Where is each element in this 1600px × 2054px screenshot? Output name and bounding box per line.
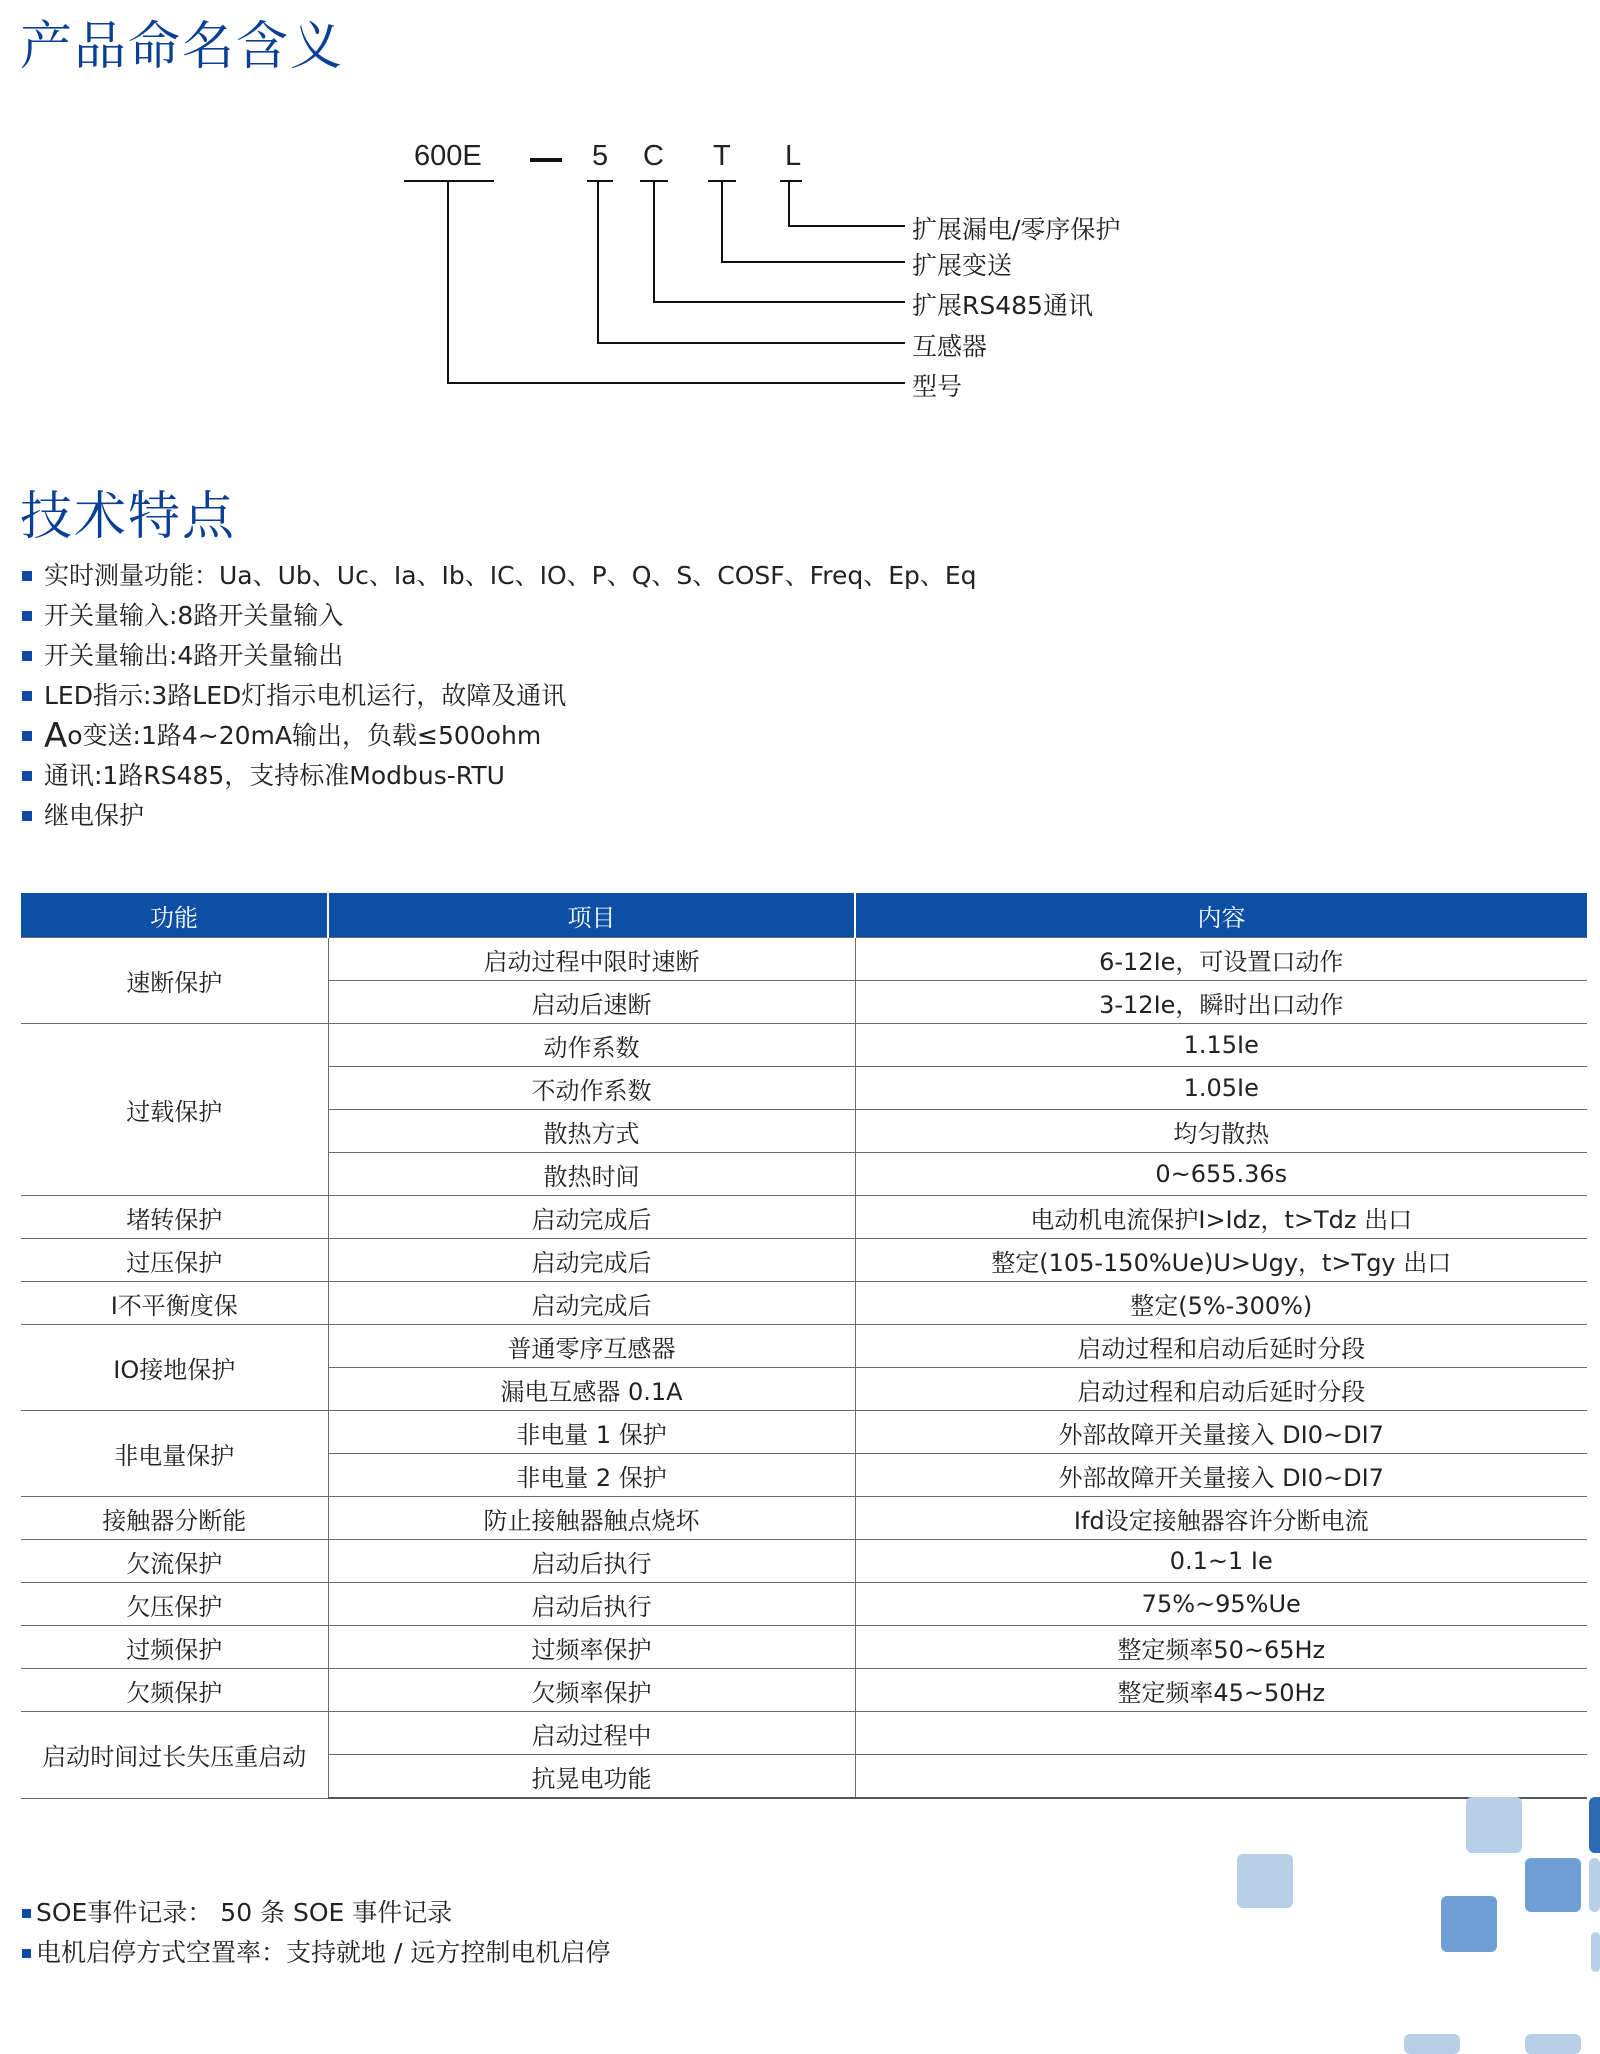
cell-function: 速断保护 — [21, 938, 328, 1024]
cell-item: 漏电互感器 0.1A — [328, 1368, 855, 1411]
cell-content: 外部故障开关量接入 DI0~DI7 — [855, 1454, 1587, 1497]
feature-item — [22, 716, 977, 756]
cell-item: 启动后速断 — [328, 981, 855, 1024]
naming-diagram — [390, 130, 1190, 410]
cell-content: 均匀散热 — [855, 1110, 1587, 1153]
table-row — [21, 1626, 1587, 1669]
feature-item — [22, 676, 977, 716]
cell-function: 欠频保护 — [21, 1669, 328, 1712]
extra-item — [22, 1893, 610, 1933]
cell-function: 过频保护 — [21, 1626, 328, 1669]
extras-list — [22, 1893, 610, 1973]
decorative-square — [1591, 1932, 1600, 1972]
cell-content — [855, 1755, 1587, 1799]
table-row — [21, 1411, 1587, 1454]
cell-function: 过载保护 — [21, 1024, 328, 1196]
header-item: 项目 — [328, 893, 855, 938]
cell-content: 外部故障开关量接入 DI0~DI7 — [855, 1411, 1587, 1454]
cell-item: 启动后执行 — [328, 1540, 855, 1583]
bullet-icon — [22, 731, 32, 741]
cell-content: 电动机电流保护I>Idz，t>Tdz 出口 — [855, 1196, 1587, 1239]
bullet-icon — [22, 651, 32, 661]
code-dash — [530, 158, 562, 162]
decorative-square — [1466, 1797, 1522, 1853]
table-body — [21, 938, 1587, 1799]
code-part-model: 600E — [414, 140, 482, 172]
table-row — [21, 1712, 1587, 1755]
cell-content: 0.1~1 Ie — [855, 1540, 1587, 1583]
cell-item: 启动完成后 — [328, 1196, 855, 1239]
cell-item: 启动完成后 — [328, 1239, 855, 1282]
header-content: 内容 — [855, 893, 1587, 938]
table-row — [21, 1325, 1587, 1368]
label-model: 型号 — [912, 372, 963, 401]
feature-text: 继电保护 — [44, 801, 145, 830]
decorative-square — [1589, 1797, 1600, 1853]
bullet-icon — [22, 771, 32, 781]
feature-item — [22, 636, 977, 676]
cell-item: 非电量 2 保护 — [328, 1454, 855, 1497]
extra-text: 电机启停方式空置率：支持就地 / 远方控制电机启停 — [36, 1938, 611, 1967]
code-part-rs485: C — [643, 140, 664, 172]
table-row — [21, 1497, 1587, 1540]
cell-item: 启动完成后 — [328, 1282, 855, 1325]
cell-function: IO接地保护 — [21, 1325, 328, 1411]
code-part-transmitter: T — [713, 140, 731, 172]
table-row — [21, 1239, 1587, 1282]
protection-table — [21, 893, 1587, 1799]
cell-item: 普通零序互感器 — [328, 1325, 855, 1368]
feature-item — [22, 796, 977, 836]
table-row — [21, 1669, 1587, 1712]
bullet-icon — [22, 1949, 31, 1958]
feature-item — [22, 556, 977, 596]
cell-item: 散热方式 — [328, 1110, 855, 1153]
feature-item — [22, 756, 977, 796]
feature-prefix: A — [44, 716, 68, 756]
cell-content: 启动过程和启动后延时分段 — [855, 1368, 1587, 1411]
header-function: 功能 — [21, 893, 328, 938]
cell-item: 启动后执行 — [328, 1583, 855, 1626]
cell-content: 整定(105-150%Ue)U>Ugy，t>Tgy 出口 — [855, 1239, 1587, 1282]
features-list — [22, 556, 977, 836]
table-row — [21, 1540, 1587, 1583]
cell-content — [855, 1712, 1587, 1755]
feature-text: o变送:1路4~20mA输出，负载≤500ohm — [67, 721, 542, 750]
table-header-row — [21, 893, 1587, 938]
table-row — [21, 1024, 1587, 1067]
cell-item: 不动作系数 — [328, 1067, 855, 1110]
cell-function: 过压保护 — [21, 1239, 328, 1282]
decorative-square — [1525, 2034, 1581, 2054]
cell-item: 启动过程中 — [328, 1712, 855, 1755]
cell-content: 3-12Ie，瞬时出口动作 — [855, 981, 1587, 1024]
feature-text: 通讯:1路RS485，支持标准Modbus-RTU — [44, 761, 505, 790]
decorative-square — [1237, 1854, 1293, 1908]
table-row — [21, 1282, 1587, 1325]
cell-content: 1.05Ie — [855, 1067, 1587, 1110]
feature-text: LED指示:3路LED灯指示电机运行，故障及通讯 — [44, 681, 567, 710]
code-part-leakage: L — [785, 140, 802, 172]
decorative-square — [1525, 1858, 1581, 1912]
label-transmitter: 扩展变送 — [912, 251, 1013, 280]
cell-function: 堵转保护 — [21, 1196, 328, 1239]
table-row — [21, 1583, 1587, 1626]
code-part-transformer: 5 — [592, 140, 609, 172]
decorative-square — [1589, 1858, 1600, 1912]
cell-content: 整定(5%-300%) — [855, 1282, 1587, 1325]
feature-text: 实时测量功能：Ua、Ub、Uc、Ia、Ib、IC、IO、P、Q、S、COSF、Freq、Ep、Eq — [44, 561, 977, 590]
label-transformer: 互感器 — [912, 332, 988, 361]
decorative-square — [1404, 2034, 1460, 2054]
cell-content: 6-12Ie，可设置口动作 — [855, 938, 1587, 981]
cell-item: 启动过程中限时速断 — [328, 938, 855, 981]
extra-item — [22, 1933, 610, 1973]
cell-item: 过频率保护 — [328, 1626, 855, 1669]
bullet-icon — [22, 691, 32, 701]
cell-function: I不平衡度保 — [21, 1282, 328, 1325]
bullet-icon — [22, 1909, 31, 1918]
cell-content: 75%~95%Ue — [855, 1583, 1587, 1626]
label-leakage: 扩展漏电/零序保护 — [912, 215, 1121, 244]
table-row — [21, 1196, 1587, 1239]
feature-text: 开关量输入:8路开关量输入 — [44, 601, 344, 630]
cell-item: 动作系数 — [328, 1024, 855, 1067]
cell-item: 防止接触器触点烧坏 — [328, 1497, 855, 1540]
cell-content: 整定频率45~50Hz — [855, 1669, 1587, 1712]
feature-text: 开关量输出:4路开关量输出 — [44, 641, 344, 670]
cell-function: 启动时间过长失压重启动 — [21, 1712, 328, 1799]
cell-function: 欠压保护 — [21, 1583, 328, 1626]
cell-content: 启动过程和启动后延时分段 — [855, 1325, 1587, 1368]
bullet-icon — [22, 611, 32, 621]
cell-content: Ifd设定接触器容许分断电流 — [855, 1497, 1587, 1540]
bullet-icon — [22, 811, 32, 821]
label-rs485: 扩展RS485通讯 — [912, 291, 1093, 320]
cell-content: 整定频率50~65Hz — [855, 1626, 1587, 1669]
bullet-icon — [22, 571, 32, 581]
cell-item: 抗晃电功能 — [328, 1755, 855, 1799]
extra-text: SOE事件记录： 50 条 SOE 事件记录 — [36, 1898, 453, 1927]
cell-item: 非电量 1 保护 — [328, 1411, 855, 1454]
naming-section-title: 产品命名含义 — [20, 17, 345, 77]
cell-function: 欠流保护 — [21, 1540, 328, 1583]
cell-content: 1.15Ie — [855, 1024, 1587, 1067]
decorative-square — [1441, 1896, 1497, 1952]
features-section-title: 技术特点 — [20, 487, 237, 547]
table-row — [21, 938, 1587, 981]
feature-item — [22, 596, 977, 636]
cell-item: 散热时间 — [328, 1153, 855, 1196]
cell-content: 0~655.36s — [855, 1153, 1587, 1196]
cell-function: 非电量保护 — [21, 1411, 328, 1497]
cell-item: 欠频率保护 — [328, 1669, 855, 1712]
cell-function: 接触器分断能 — [21, 1497, 328, 1540]
